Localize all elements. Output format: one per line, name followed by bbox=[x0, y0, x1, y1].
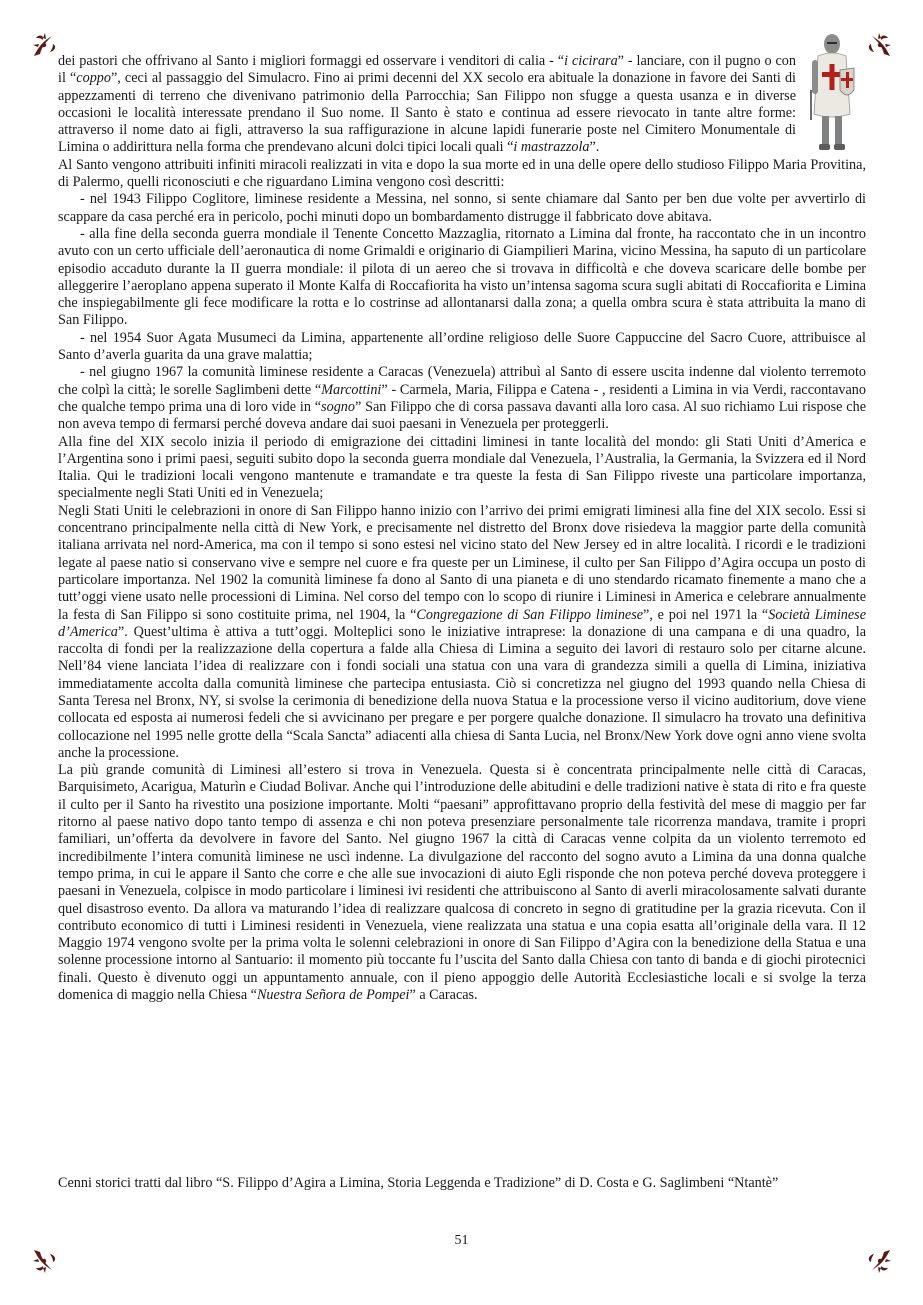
italic-text: i mastrazzola bbox=[513, 139, 590, 156]
italic-text: sogno bbox=[321, 398, 355, 415]
page-number: 51 bbox=[454, 1233, 469, 1248]
source-note: Cenni storici tratti dal libro “S. Filippo d’Agira a Limina, Storia Leggenda e Tradizione” di D. Costa e G. Saglimbeni “Ntantè” bbox=[58, 1175, 779, 1191]
body-paragraph bbox=[58, 364, 866, 433]
fleuron-corner-ornament-icon bbox=[32, 32, 58, 58]
italic-text: Marcottini bbox=[321, 381, 382, 398]
text-run: - nel giugno 1967 la comunità liminese residente a Caracas (Venezuela) attribuì al Santo di essere uscita indenne dal violento terremoto che colpì la città; le sorelle Saglimbeni dette “ bbox=[58, 364, 866, 398]
body-paragraph bbox=[58, 434, 866, 503]
text-run: ”, ceci al passaggio del Simulacro. Fino ai primi decenni del XX secolo era abituale la donazione in favore dei Santi di appezzamenti di terreno che divenivano patrimonio della Parrocchia; San Filippo non sfugge a questa usanza e in diverse occasioni le località interessate prendano il Suo nome. Il Santo è stato e continua ad essere rievocato in tante altre forme: attraverso il nome dato ai figli, attraverso la sua raffigurazione in alcune lapidi funerarie poste nel Cimitero Monumentale di Limina o addirittura nella forma che prendevano alcuni dolci tipici locali quali “ bbox=[58, 70, 796, 156]
text-run: Al Santo vengono attribuiti infiniti miracoli realizzati in vita e dopo la sua morte ed in una delle opere dello studioso Filippo Maria Provitina, di Palermo, quelli riconosciuti e che riguardano Limina vengono così descritti: bbox=[58, 156, 866, 191]
text-run: ”, e poi nel 1971 la “ bbox=[643, 606, 769, 623]
body-paragraph bbox=[58, 226, 866, 330]
fleuron-corner-ornament-icon bbox=[866, 1248, 892, 1274]
text-run: ” - lanciare, con il pugno o con il “ bbox=[58, 53, 796, 87]
text-run: ”. bbox=[589, 139, 600, 156]
body-paragraph bbox=[58, 157, 866, 192]
text-run: ” - Carmela, Maria, Filippa e Catena - , residenti a Limina in via Verdi, raccontavano che qualche tempo prima una di loro vide in “ bbox=[58, 381, 866, 415]
italic-text: coppo bbox=[76, 70, 111, 87]
body-paragraph bbox=[58, 762, 866, 1004]
text-run: ” a Caracas. bbox=[409, 987, 478, 1004]
body-paragraph bbox=[58, 53, 796, 157]
body-paragraph bbox=[58, 503, 866, 762]
fleuron-corner-ornament-icon bbox=[32, 1248, 58, 1274]
fleuron-corner-ornament-icon bbox=[866, 32, 892, 58]
text-run: Negli Stati Uniti le celebrazioni in onore di San Filippo hanno inizio con l’arrivo dei primi emigrati liminesi alla fine del XIX secolo. Essi si concentrano principalmente nella città di New York, e precisamente nel distretto del Bronx dove risiedeva la maggior parte della comunità italiana arrivata nel nord-America, ma con il tempo si sono estesi nel vicino stato del New Jersey ed in altre località. I ricordi e le tradizioni legate al paese natio si conservano vive e sempre nel cuore e fra queste per un Liminese, il culto per San Filippo d’Agira occupa un posto di particolare importanza. Nel 1902 la comunità liminese fa dono al Santo di una pianeta e di uno stendardo ricamato finemente a mano che a tutt’oggi viene usato nelle processioni di Limina. Nel corso del tempo con lo scopo di riunire i Liminesi in America e celebrare annualmente la festa di San Filippo si sono costituite prima, nel 1904, la “ bbox=[58, 502, 866, 623]
italic-text: Società Liminese d’America bbox=[58, 606, 867, 640]
body-paragraph bbox=[58, 330, 866, 365]
body-paragraph bbox=[58, 191, 866, 226]
italic-text: i cicirara bbox=[564, 53, 618, 69]
text-run: - nel 1954 Suor Agata Musumeci da Limina, appartenente all’ordine religioso delle Suore Cappuccine del Sacro Cuore, attribuisce al Santo d’averla guarita da una grave malattia; bbox=[58, 329, 866, 364]
text-run: La più grande comunità di Liminesi all’estero si trova in Venezuela. Questa si è concentrata principalmente nelle città di Caracas, Barquisimeto, Acarigua, Maturìn e Ciudad Bolivar. Anche qui l’introduzione delle abitudini e delle tradizioni native è stata di rito e fra queste il culto per il Santo ha rivestito una posizione importante. Molti “paesani” approfittavano proprio della festività del mese di maggio per far ritorno al paese nativo dopo tanto tempo di assenza e chi non poteva presenziare personalmente tale ricorrenza mandava, tramite i propri familiari, un’offerta da devolvere in favore del Santo. Nel giugno 1967 la città di Caracas venne colpita da un violento terremoto ed incredibilmente l’intera comunità liminese ne uscì indenne. La divulgazione del racconto del sogno avuto a Limina da una donna qualche tempo prima, in cui le appare il Santo che corre e che alle sue invocazioni di aiuto Egli risponde che non poteva perché doveva proteggere i paesani in Venezuela, colpisce in modo particolare i liminesi ivi residenti che attribuiscono al Santo di averli miracolosamente salvati durante quel disastroso evento. Da allora va maturando l’idea di realizzare qualcosa di concreto in segno di gratitudine per la grazia ricevuta. Con il contributo economico di tutti i Liminesi residenti in Venezuela, viene realizzata una statua e una copia esatta all’originale della vara. Il 12 Maggio 1974 vengono svolte per la prima volta le solenni celebrazioni in onore di San Filippo d’Agira con la benedizione della Statua e una solenne processione intorno al Santuario: il momento più toccante fu l’uscita del Santo dalla Chiesa con tanto di banda e di giochi pirotecnici finali. Questo è divenuto oggi un appuntamento annuale, con il pieno appoggio delle Autorità Ecclesiastiche locali e si svolge la terza domenica di maggio nella Chiesa “ bbox=[58, 762, 866, 1004]
article-body bbox=[58, 53, 866, 1004]
text-run: ” San Filippo che di corsa passava davanti alla loro casa. Al suo richiamo Lui rispose che non aveva tempo di fermarsi perché doveva andare dai suoi paesani in Venezuela per proteggerli. bbox=[58, 398, 866, 433]
italic-text: Congregazione di San Filippo liminese bbox=[416, 606, 644, 623]
text-run: dei pastori che offrivano al Santo i migliori formaggi ed osservare i venditori di calia - “ bbox=[58, 53, 565, 69]
italic-text: Nuestra Señora de Pompei bbox=[256, 987, 410, 1004]
text-run: Alla fine del XIX secolo inizia il periodo di emigrazione dei cittadini liminesi in tante località del mondo: gli Stati Uniti d’America e l’Argentina sono i primi paesi, seguiti subito dopo la seconda guerra mondiale dal Venezuela, l’Australia, la Germania, la Svizzera ed il Nord Italia. Qui le tradizioni locali vengono mantenute e tramandate e tra queste la festa di San Filippo riveste una particolare importanza, specialmente negli Stati Uniti ed in Venezuela; bbox=[58, 433, 866, 502]
text-run: ”. Quest’ultima è attiva a tutt’oggi. Molteplici sono le iniziative intraprese: la donazione di una campana e di una quadro, la raccolta di fondi per la realizzazione della copertura a falde alla Chiesa di Limina a seguito dei lavori di restauro solo per citarne alcune. Nell’84 viene lanciata l’idea di realizzare con i fondi sociali una statua con una vara di grandezza simili a quella di Limina, iniziativa immediatamente accolta dalla comunità liminese che partecipa entusiasta. Ciò si concretizza nel giugno del 1993 quando nella Chiesa di Santa Teresa nel Bronx, NY, si svolse la cerimonia di benedizione della nuova Statua e la processione verso il vicino auditorium, dove viene collocata ed esposta ai numerosi fedeli che si avvicinano per pregare e per porgere qualche donazione. Il simulacro ha trovato una definitiva collocazione nel 1995 nelle grotte della “Scala Sancta” adiacenti alla chiesa di Santa Lucia, nel Bronx/New York dove ogni anno viene svolta anche la processione. bbox=[58, 623, 866, 761]
text-run: - nel 1943 Filippo Coglitore, liminese residente a Messina, nel sonno, si sente chiamare dal Santo per ben due volte per avvertirlo di scappare da casa perché era in pericolo, pochi minuti dopo un bombardamento distrugge il fabbricato dove abitava. bbox=[58, 191, 866, 225]
text-run: - alla fine della seconda guerra mondiale il Tenente Concetto Mazzaglia, ritornato a Limina dal fronte, ha raccontato che in un incontro avuto con un certo ufficiale dell’aeronautica di nome Grimaldi e originario di Giampilieri Marina, vicino Messina, ha saputo di un particolare episodio accaduto durante la II guerra mondiale: il pilota di un aereo che si trovava in difficoltà e che doveva scaricare delle bombe per alleggerire l’aeroplano appena superato il Monte Kalfa di Roccafiorita ha visto un’intensa sagoma scura sugli abitati di Roccafiorita e Limina che inspiegabilmente gli fece modificare la rotta e lo costrinse ad allontanarsi dalla zona; a quella ombra scura è stata attribuita la mano di San Filippo. bbox=[58, 225, 866, 329]
